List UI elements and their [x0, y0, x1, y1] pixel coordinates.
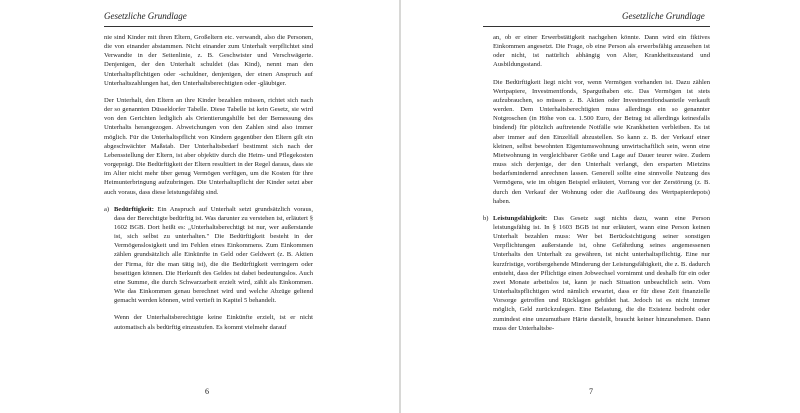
body-paragraph: an, ob er einer Erwerbstätigkeit nachgehen könnte. Dann wird ein fiktives Einkommen angesetzt. Die Frage, ob eine Person als erwerbsfähig anzusehen ist oder nicht, ist natürlich abhängig von Alter, Krankheitszustand und Ausbildungsstand. — [493, 34, 710, 69]
list-item-text — [114, 205, 313, 306]
list-item-leistungsfaehigkeit — [483, 214, 710, 333]
list-item-lead: Bedürftigkeit: — [114, 205, 154, 213]
running-header: Gesetzliche Grundlage — [622, 11, 705, 21]
left-page — [0, 0, 399, 413]
list-item-lead: Leistungsfähigkeit: — [493, 214, 548, 222]
list-item-beduerftigkeit — [104, 205, 313, 306]
right-page — [401, 0, 800, 413]
page-body — [483, 33, 710, 341]
header-rule — [104, 26, 313, 27]
list-item-body: Das Gesetz sagt nichts dazu, wann eine Person leistungsfähig ist. In § 1603 BGB ist nur erläutert, wann eine Person keinen Unterhalt bezahlen muss: Wer bei Berücksichtigung seiner sonstigen Verpflichtungen außerstande ist, ohne Gefährdung seines angemessenen Unterhalts den Unterhalt zu gewähren, ist nicht unterhaltspflichtig. Eine nur kurzfristige, vorübergehende Minderung der Leistungsfähigkeit, die z. B. dadurch entsteht, dass der Pflichtige einen Jobwechsel vornimmt und deshalb für ein oder zwei Monate arbeitslos ist, kann je nach Situation unbeachtlich sein. Vom Unterhaltspflichtigen wird nämlich erwartet, dass er für diese Zeit finanzielle Vorsorge getroffen und Rücklagen gebildet hat. Jedoch ist es nicht immer möglich, Geld zurückzulegen. Eine Belastung, die die Existenz bedroht oder zumindest eine unzumutbare Härte darstellt, braucht keiner hinzunehmen. Dann muss der Unterhaltsbe- — [493, 214, 710, 332]
body-paragraph: Der Unterhalt, den Eltern an ihre Kinder bezahlen müssen, richtet sich nach der so genannten Düsseldorfer Tabelle. Diese Tabelle ist kein Gesetz, sie wird von den Gerichten lediglich als Orientierungshilfe bei der Bemessung des Unterhalts herangezogen. Abweichungen von den Zahlen sind also immer möglich. Für die Unterhaltspflicht von Kindern gegenüber den Eltern gilt ein abgeschwächter Maßstab. Der Unterhaltsbedarf bestimmt sich nach der Lebensstellung der Eltern, ist aber objektiv durch die Heim- und Pflegekosten vorgeprägt. Die Bedürftigkeit der Eltern resultiert in der Regel daraus, dass sie im Alter nicht mehr über genug Vermögen verfügen, um die Kosten für ihre Heimunterbringung aufzubringen. Die Unterhaltspflicht der Kinder setzt aber auch voraus, dass diese leistungsfähig sind. — [104, 96, 313, 196]
list-marker: b) — [483, 214, 489, 222]
list-marker: a) — [104, 205, 110, 213]
body-paragraph: Die Bedürftigkeit liegt nicht vor, wenn Vermögen vorhanden ist. Dazu zählen Wertpapiere, Investmentfonds, Sparguthaben etc. Das Vermögen ist stets aufzubrauchen, so müssen z. B. Aktien oder Investmentfondsanteile verkauft werden. Dem Unterhaltsberechtigten muss allerdings ein so genannter Notgroschen (in Höhe von ca. 1.500 Euro, der Betrag ist allerdings keinesfalls bindend) für plötzlich auftretende Notfälle wie Krankheiten verbleiben. Es ist aber immer auf den Einzelfall abzustellen. So kann z. B. der Verkauf einer kleinen, selbst bewohnten Eigentumswohnung unwirtschaftlich sein, wenn eine Mietwohnung in vergleichbarer Größe und Lage auf Dauer teurer wäre. Zudem muss sich derjenige, der den Unterhalt verlangt, den ersparten Mietzins bedarfsmindernd anrechnen lassen. Generell sollte eine sinnvolle Nutzung des Vermögens, wie im obigen Beispiel erläutert, Vorrang vor der Zerstörung (z. B. durch den Verkauf der Wohnung oder die Auflösung des Wertpapierdepots) haben. — [493, 78, 710, 205]
page-number: 6 — [205, 387, 209, 396]
list-item-body: Ein Anspruch auf Unterhalt setzt grundsätzlich voraus, dass der Berechtigte bedürftig ist. Was darunter zu verstehen ist, erläutert § 1602 BGB. Dort heißt es: „Unterhaltsberechtigt ist nur, wer außerstande ist, sich selbst zu unterhalten." Die Bedürftigkeit besteht in der Vermögenslosigkeit und im Fehlen eines Einkommens. Zum Einkommen zählen grundsätzlich alle Einkünfte in Geld oder Geldwert (z. B. Aktien der Firma, für die man tätig ist), die die Bedürftigkeit verringern oder beseitigen können. Die Herkunft des Geldes ist dabei bedeutungslos. Auch eine Summe, die durch Schwarzarbeit erzielt wird, zählt als Einkommen. Wie das Einkommen genau berechnet wird und welche Abzüge geltend gemacht werden können, wird vertieft in Kapitel 5 behandelt. — [114, 205, 313, 305]
page-number: 7 — [589, 387, 593, 396]
body-paragraph: nie sind Kinder mit ihren Eltern, Großeltern etc. verwandt, also die Personen, die von einander abstammen. Nicht einander zum Unterhalt verpflichtet sind Verwandte in der Seitenlinie, z. B. Geschwister und Verschwägerte. Denjenigen, der den Unterhalt schuldet (das Kind), nennt man den Unterhaltspflichtigen oder -schuldner, denjenigen, der einen Anspruch auf Unterhaltszahlungen hat, den Unterhaltsberechtigten oder -gläubiger. — [104, 34, 313, 87]
running-header: Gesetzliche Grundlage — [104, 11, 187, 21]
page-body — [104, 33, 313, 340]
header-rule — [483, 26, 710, 27]
body-paragraph: Wenn der Unterhaltsberechtigte keine Einkünfte erzielt, ist er nicht automatisch als bedürftig einzustufen. Es kommt vielmehr darauf — [114, 314, 313, 331]
list-item-text — [493, 214, 710, 333]
